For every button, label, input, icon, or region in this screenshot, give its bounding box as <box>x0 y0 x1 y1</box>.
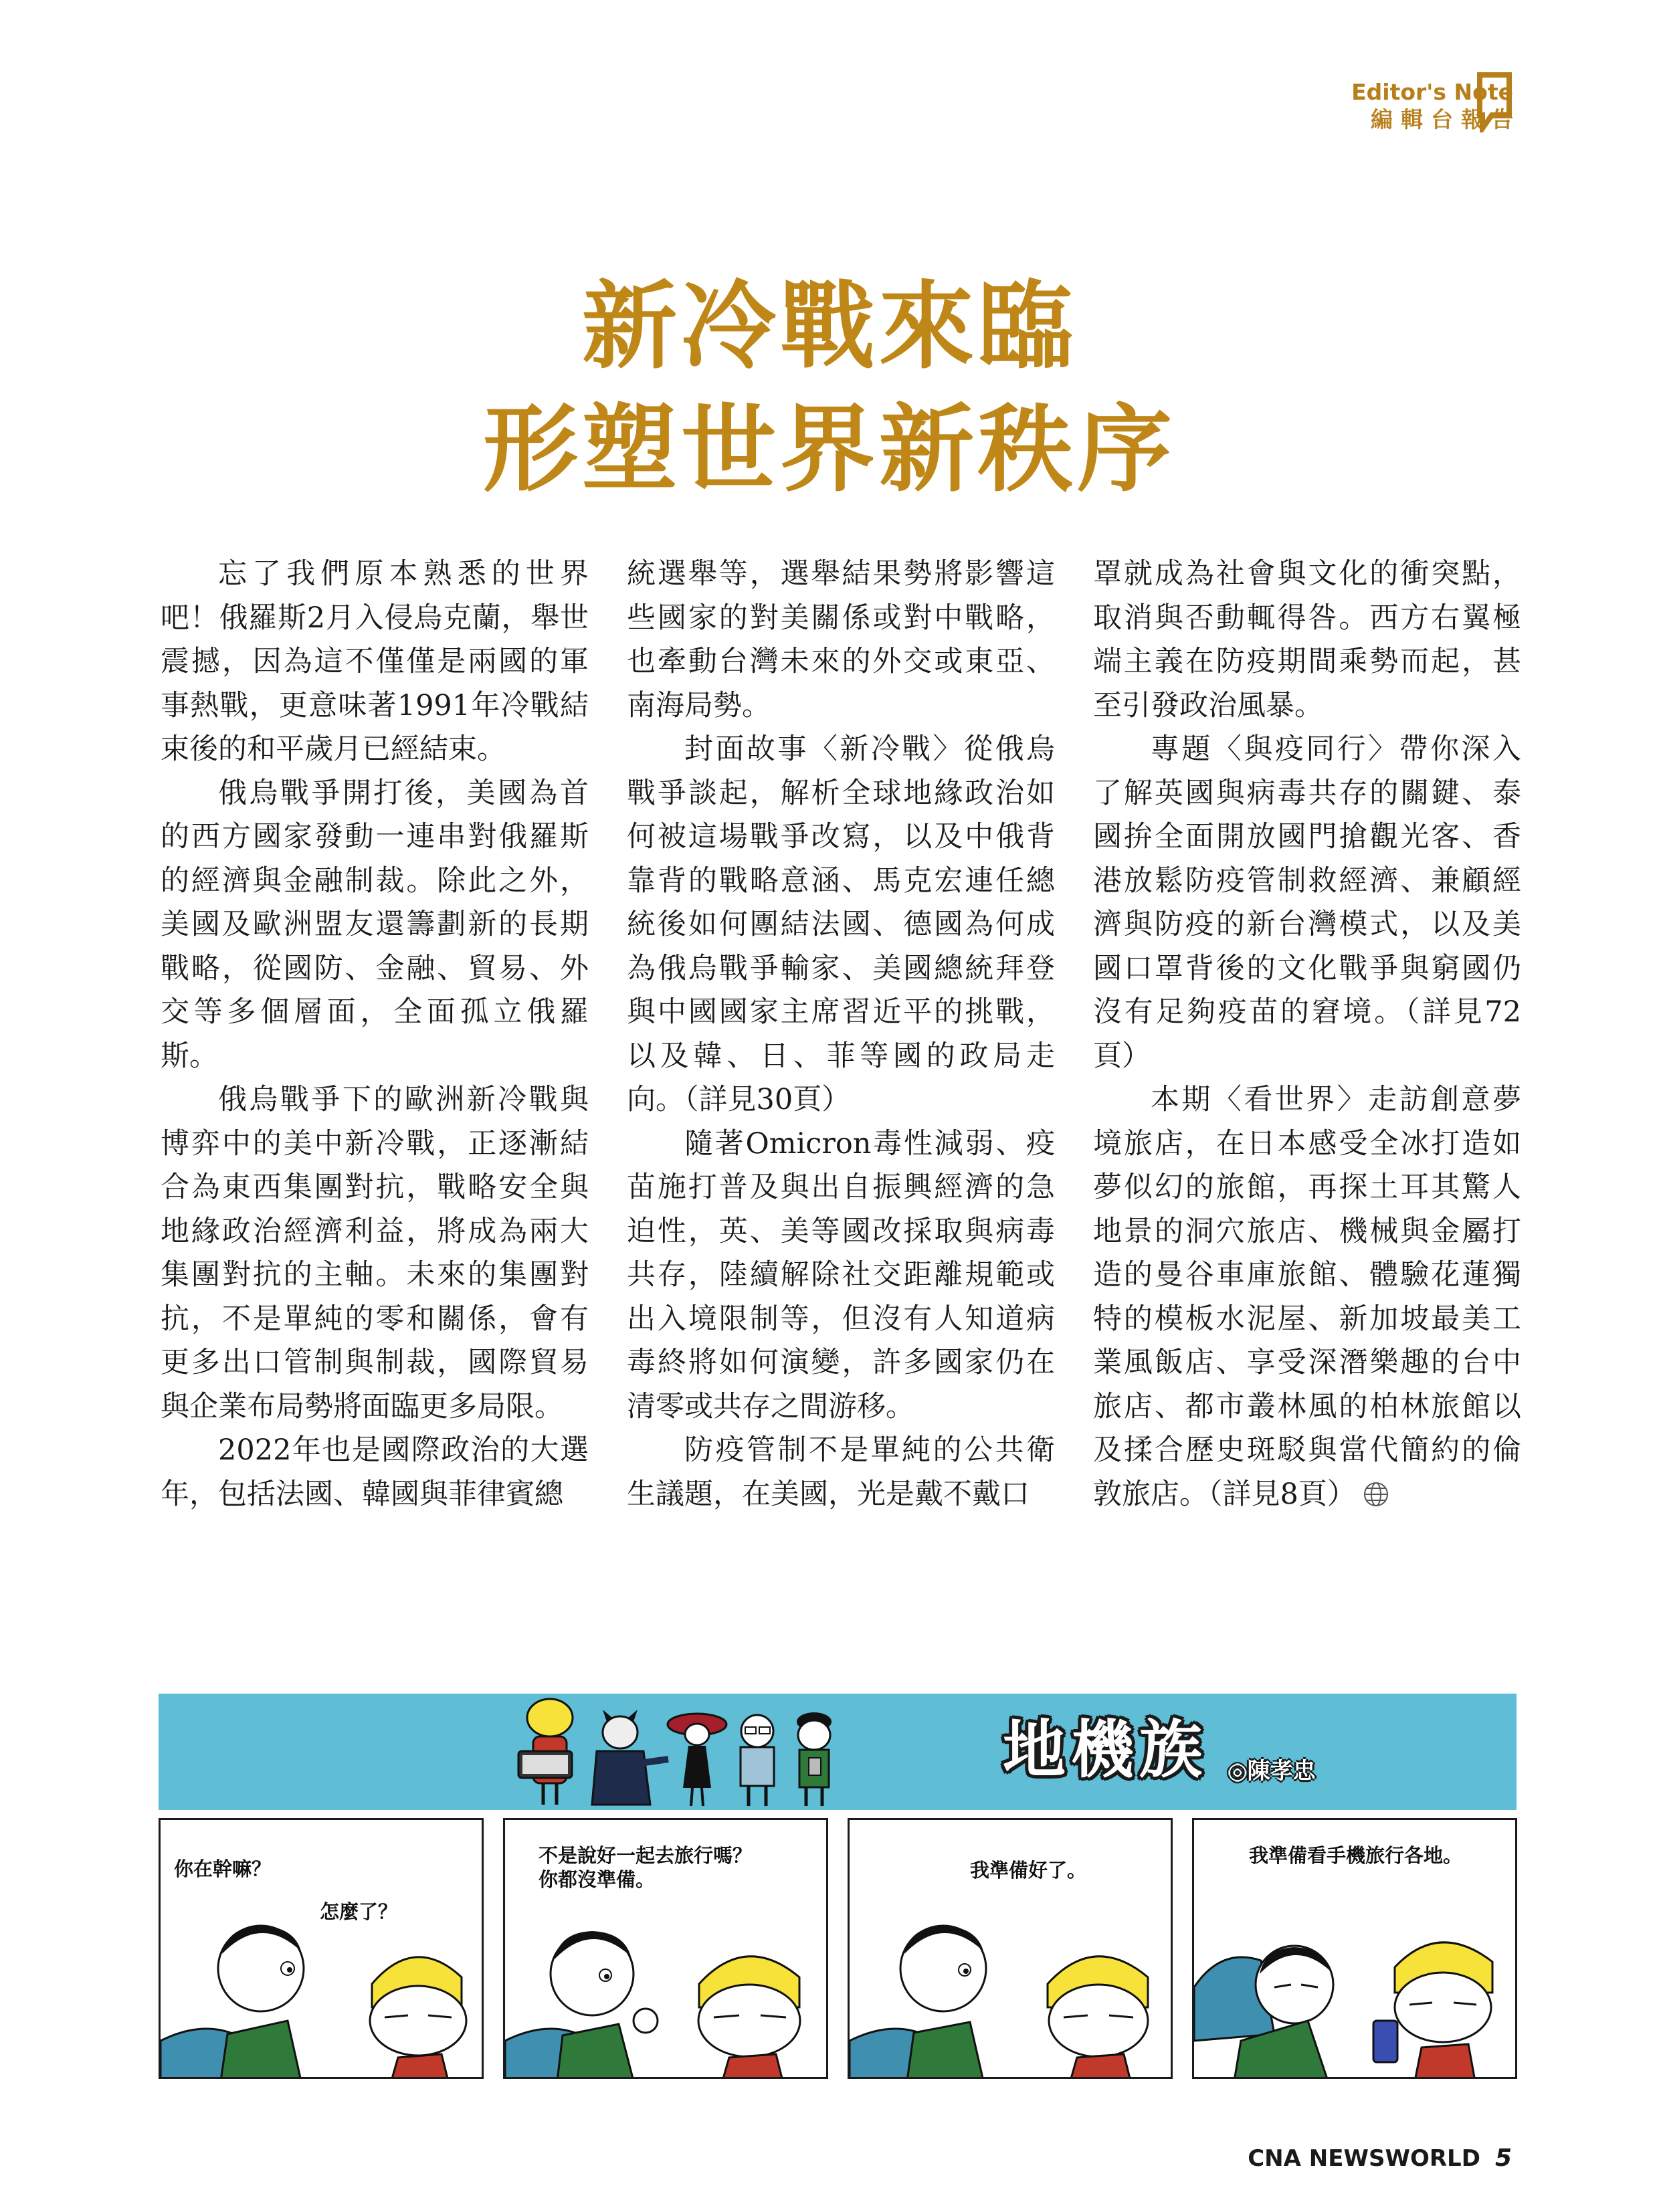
comic-panel-4 <box>1192 1818 1517 2079</box>
article-column-2 <box>627 552 1055 1516</box>
page-footer <box>1248 2144 1512 2172</box>
paragraph-text: 本期〈看世界〉走訪創意夢境旅店，在日本感受全冰打造如夢似幻的旅館，再探土耳其驚人地景的洞穴旅店、機械與金屬打造的曼谷車庫旅館、體驗花蓮獨特的模板水泥屋、新加坡最美工業風飯店、享受深潛樂趣的台中旅店、都市叢林風的柏林旅館以及揉合歷史斑駁與當代簡約的倫敦旅店。（詳見8頁） <box>1093 1083 1521 1511</box>
section-label-zh: 編輯台報告 <box>1371 106 1521 132</box>
speech-bubble: 怎麼了？ <box>320 1900 398 1923</box>
comic-author: ◎陳孝忠 <box>1228 1758 1316 1785</box>
paragraph <box>1093 1078 1521 1516</box>
speech-bubble: 我準備好了。 <box>970 1859 1087 1882</box>
paragraph: 防疫管制不是單純的公共衛生議題，在美國，光是戴不戴口 <box>627 1433 1055 1511</box>
comic-strip <box>159 1694 1517 2080</box>
speech-bubble: 你在幹嘛？ <box>174 1857 272 1880</box>
paragraph: 俄烏戰爭開打後，美國為首的西方國家發動一連串對俄羅斯的經濟與金融制裁。除此之外，美國及歐洲盟友還籌劃新的長期戰略，從國防、金融、貿易、外交等多個層面，全面孤立俄羅斯。 <box>161 776 589 1073</box>
paragraph: 專題〈與疫同行〉帶你深入了解英國與病毒共存的關鍵、泰國拚全面開放國門搶觀光客、香港放鬆防疫管制救經濟、兼顧經濟與防疫的新台灣模式，以及美國口罩背後的文化戰爭與窮國仍沒有足夠疫苗的窘境。（詳見72頁） <box>1093 732 1521 1073</box>
globe-icon <box>1363 1481 1389 1508</box>
headline-line-1: 新冷戰來臨 <box>582 271 1077 382</box>
paragraph: 忘了我們原本熟悉的世界吧！俄羅斯2月入侵烏克蘭，舉世震撼，因為這不僅僅是兩國的軍事熱戰，更意味著1991年冷戰結束後的和平歲月已經結束。 <box>161 557 589 766</box>
paragraph: 隨著Omicron毒性減弱、疫苗施打普及與出自振興經濟的急迫性，英、美等國改採取與病毒共存，陸續解除社交距離規範或出入境限制等，但沒有人知道病毒終將如何演變，許多國家仍在清零或共存之間游移。 <box>627 1126 1055 1423</box>
comic-cast-illustration <box>513 1698 981 1810</box>
speech-bubble: 我準備看手機旅行各地。 <box>1249 1844 1463 1867</box>
publication-name: CNA NEWSWORLD <box>1248 2145 1480 2172</box>
speech-bubble-logo-icon <box>1477 71 1512 132</box>
comic-panel-2 <box>503 1818 828 2079</box>
section-label-en: Editor's Note <box>1351 79 1513 105</box>
paragraph: 封面故事〈新冷戰〉從俄烏戰爭談起，解析全球地緣政治如何被這場戰爭改寫，以及中俄背靠背的戰略意涵、馬克宏連任總統後如何團結法國、德國為何成為俄烏戰爭輸家、美國總統拜登與中國國家主席習近平的挑戰，以及韓、日、菲等國的政局走向。（詳見30頁） <box>627 732 1055 1116</box>
headline-line-2: 形塑世界新秩序 <box>483 394 1176 505</box>
paragraph: 統選舉等，選舉結果勢將影響這些國家的對美關係或對中戰略，也牽動台灣未來的外交或東亞、南海局勢。 <box>627 557 1055 722</box>
paragraph: 罩就成為社會與文化的衝突點，取消與否動輒得咎。西方右翼極端主義在防疫期間乘勢而起，甚至引發政治風暴。 <box>1093 557 1521 722</box>
paragraph: 俄烏戰爭下的歐洲新冷戰與博弈中的美中新冷戰，正逐漸結合為東西集團對抗，戰略安全與地緣政治經濟利益，將成為兩大集團對抗的主軸。未來的集團對抗，不是單純的零和關係，會有更多出口管制與制裁，國際貿易與企業布局勢將面臨更多局限。 <box>161 1083 589 1423</box>
article-column-1 <box>161 552 589 1516</box>
speech-bubble: 不是說好一起去旅行嗎？ <box>539 1844 753 1867</box>
page-number: 5 <box>1494 2144 1512 2172</box>
paragraph: 2022年也是國際政治的大選年，包括法國、韓國與菲律賓總 <box>161 1433 589 1511</box>
speech-bubble: 你都沒準備。 <box>539 1868 656 1891</box>
article-column-3 <box>1093 552 1521 1516</box>
comic-panel-3 <box>848 1818 1173 2079</box>
comic-panel-1 <box>159 1818 484 2079</box>
comic-title: 地機族 <box>1003 1714 1208 1787</box>
